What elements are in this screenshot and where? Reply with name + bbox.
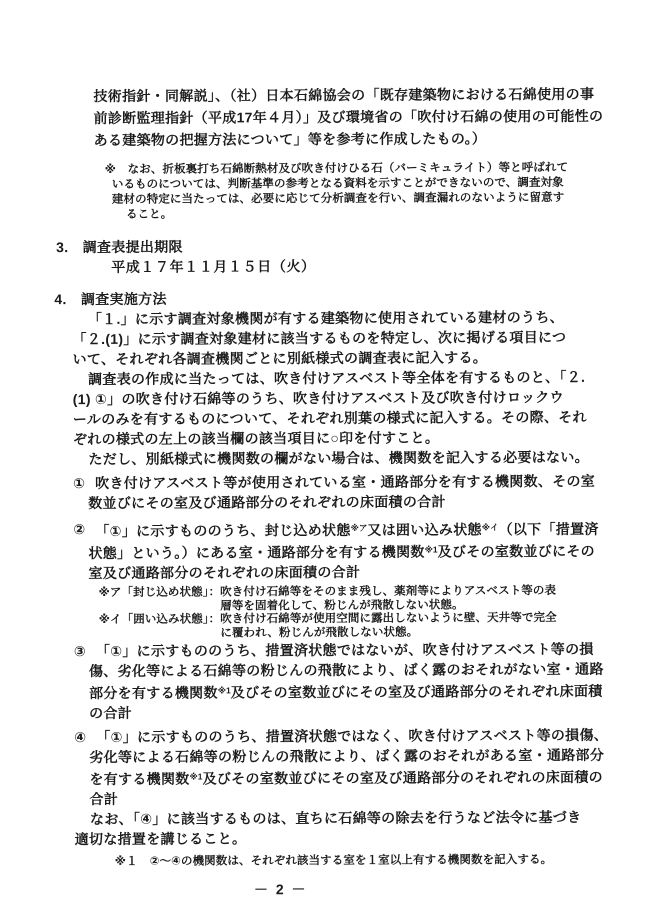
text-line: 「２.(1)」に示す調査対象建材に該当するものを特定し、次に掲げる項目につ	[72, 328, 567, 348]
text-line: 室及び通路部分のそれぞれの床面積の合計	[88, 563, 361, 582]
subnote-label: ※イ「囲い込み状態」：	[98, 613, 221, 626]
text-line: の合計	[89, 704, 133, 722]
text-line: 吹き付け石綿等が使用空間に露出しないように壁、天井等で完全	[220, 611, 557, 626]
text-line: 「①」に示すもののうち、措置済状態ではないが、吹き付けアスベスト等の損	[95, 640, 594, 660]
numbered-item-3	[74, 639, 650, 724]
remark-note	[105, 161, 649, 223]
item-text	[88, 471, 596, 513]
text-line: 適切な措置を講じること。	[74, 830, 247, 848]
method-paragraph-3	[73, 447, 650, 470]
numbered-item-2	[73, 517, 650, 584]
text-line: ただし、別紙様式に機関数の欄がない場合は、機関数を記入する必要はない。	[88, 448, 589, 468]
text-line: 合計	[89, 790, 119, 808]
text-line: いるものについては、判断基準の参考となる資料を示すことができないので、調査対象	[111, 176, 564, 191]
text-line: 吹き付けアスベスト等が使用されている室・通路部分を有する機関数、その室	[95, 472, 596, 492]
footnote-1	[115, 853, 650, 870]
subnote-label: ※ア「封じ込め状態」：	[98, 586, 221, 599]
text-line: 部分を有する機関数$^{※1}$及びその室数並びにその室及び通路部分のそれぞれ床面積	[89, 682, 603, 702]
text-line: 技術指針・同解説」、（社）日本石綿協会の「既存建築物における石綿使用の事	[93, 85, 595, 105]
item-number: ②	[73, 521, 86, 538]
text-line: 「１.」に示す調査対象機関が有する建築物に使用されている建材のうち、	[87, 308, 564, 328]
method-paragraph-2	[73, 367, 650, 450]
text-line: 状態」という。）にある室・通路部分を有する機関数$^{※1}$及びその室数並びにその	[88, 542, 595, 562]
section-4-heading: 4. 調査実施方法	[54, 290, 167, 308]
text-line: いて、それぞれ各調査機関ごとに別紙様式の調査表に記入する。	[72, 349, 488, 368]
text-line: を有する機関数$^{※1}$及びその室数並びにその室及び通路部分のそれぞれの床面積の	[89, 768, 603, 788]
method-paragraph-1	[72, 307, 649, 370]
section-3-heading: 3. 調査表提出期限	[56, 238, 183, 256]
subnote-text	[220, 585, 556, 613]
text-line: なお、「④」に該当するものは、直ちに石綿等の除去を行うなど法令に基づき	[89, 808, 582, 828]
text-line: ること。	[125, 208, 173, 221]
text-line: ールのみを有するものについて、それぞれ別葉の様式に記入する。その際、それ	[72, 408, 587, 428]
subnote-a	[99, 585, 650, 614]
text-line: 前診断監理指針（平成17年４月）」及び環境省の「吹付け石綿の使用の可能性の	[93, 107, 604, 127]
text-line: 層等を固着化して、粉じんが飛散しない状態。	[220, 598, 464, 612]
text-line: 数並びにその室及び通路部分のそれぞれの床面積の合計	[88, 493, 446, 512]
text-line: 建材の特定に当たっては、必要に応じて分析調査を行い、調査漏れのないように留意す	[111, 191, 565, 206]
item-number: ③	[73, 643, 87, 660]
subnote-i	[99, 612, 650, 641]
text-line: (1) ①」の吹き付け石綿等のうち、吹き付けアスベスト及び吹き付けロックウ	[72, 388, 564, 408]
item-text	[89, 725, 609, 809]
text-line: に覆われ、粉じんが飛散しない状態。	[220, 626, 419, 639]
intro-paragraph	[93, 83, 648, 151]
page-number: － 2 －	[253, 881, 308, 898]
item-text	[88, 517, 599, 583]
deadline-text: 平成１７年１１月１５日（火）	[111, 258, 316, 275]
text-line: ※ なお、折板裏打ち石綿断熱材及び吹き付けひる石（バーミキュライト）等と呼ばれて	[104, 161, 569, 176]
text-line: ぞれの様式の左上の該当欄の該当項目に○印を付すこと。	[72, 429, 440, 448]
footnote-marker: ※１	[114, 855, 138, 868]
item-text	[88, 639, 604, 723]
text-line: 傷、劣化等による石綿等の粉じんの飛散により、ばく露のおそれがない室・通路	[88, 660, 604, 680]
text-line: ある建築物の把握方法について」等を参考に作成したもの。）	[93, 130, 487, 149]
text-line: 「①」に示すもののうち、措置済状態ではなく、吹き付けアスベスト等の損傷、	[96, 726, 609, 746]
text-line: 調査表の作成に当たっては、吹き付けアスベスト等全体を有するものと、「２.	[88, 368, 586, 388]
item-number: ①	[73, 475, 86, 492]
item-number: ④	[74, 729, 87, 746]
numbered-item-4	[74, 725, 650, 810]
numbered-item-1	[73, 471, 650, 514]
item-4-followup	[75, 807, 650, 850]
subnote-text	[220, 612, 557, 640]
footnote-text: ②～④の機関数は、それぞれ該当する室を１室以上有する機関数を記入する。	[149, 854, 553, 868]
text-line: 吹き付け石綿等をそのまま残し、薬剤等によりアスベスト等の表	[220, 584, 557, 599]
text-line: 「①」に示すもののうち、封じ込め状態$^{※ア}$又は囲い込み状態$^{※イ}$（以下「措置済	[95, 520, 599, 540]
text-line: 劣化等による石綿等の粉じんの飛散により、ばく露のおそれがある室・通路部分	[89, 746, 605, 766]
